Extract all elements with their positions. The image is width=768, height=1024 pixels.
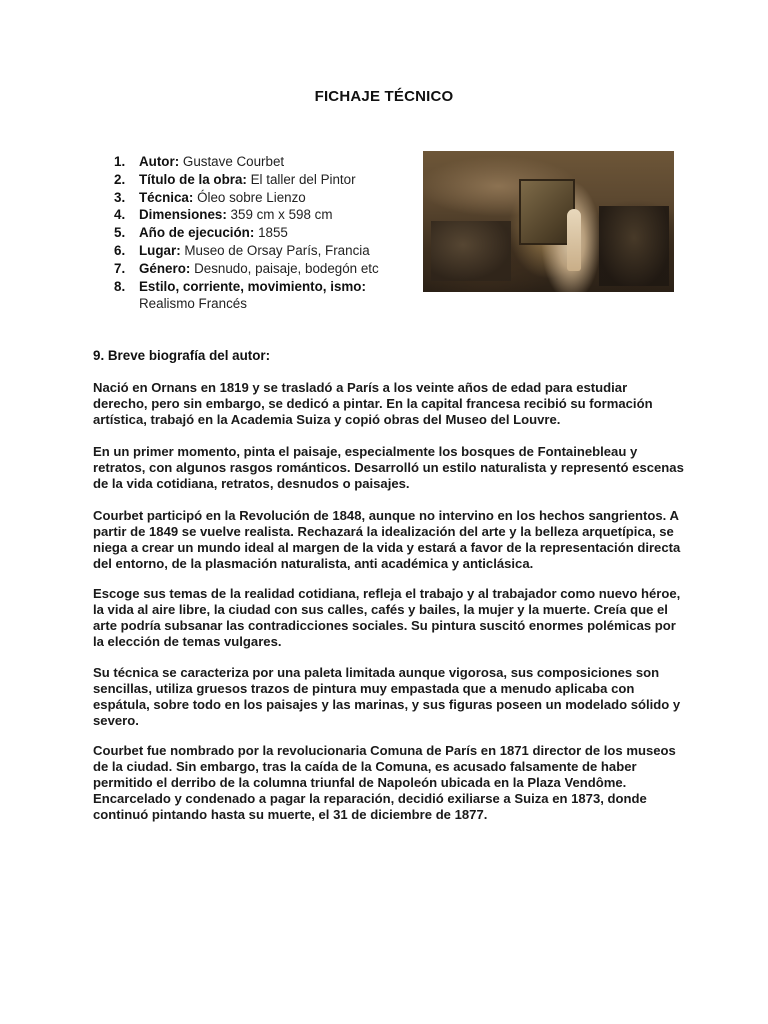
biography-paragraph-6 <box>93 743 683 823</box>
fact-item-technique <box>114 189 414 207</box>
paragraph-line: espátula, sobre todo en los paisajes y las marinas, y sus figuras poseen un modelado sólido y <box>93 696 681 712</box>
fact-number: 3. <box>114 189 126 205</box>
fact-value: Óleo sobre Lienzo <box>197 189 306 205</box>
paragraph-line: Courbet participó en la Revolución de 1848, aunque no intervino en los hechos sangrientos. A <box>93 508 679 523</box>
paragraph-line: retratos, con algunos rasgos románticos. Desarrolló un estilo naturalista y representó escenas <box>93 459 684 475</box>
paragraph-line: niega a crear un mundo ideal al margen de la vida y estará a favor de la representación directa <box>93 539 681 555</box>
fact-number: 1. <box>114 154 126 169</box>
paragraph-line: Encarcelado y condenado a pagar la reparación, decidió exiliarse a Suiza en 1873, donde <box>93 790 647 806</box>
biography-paragraph-2 <box>93 444 683 492</box>
painting-standing-figure <box>567 209 581 271</box>
fact-item-style <box>114 278 414 314</box>
fact-number: 7. <box>114 260 126 276</box>
fact-value: 1855 <box>258 225 288 241</box>
painting-crowd-right <box>599 206 669 286</box>
fact-label: Autor: <box>139 154 180 169</box>
paragraph-line: la elección de temas vulgares. <box>93 633 282 649</box>
technical-facts-list <box>114 153 414 313</box>
fact-label: Técnica: <box>139 189 194 205</box>
painting-crowd-left <box>431 221 511 281</box>
paragraph-line: arte podría subsanar las contradicciones sociales. Su pintura suscitó enormes polémicas por <box>93 617 676 633</box>
paragraph-line: Escoge sus temas de la realidad cotidiana, refleja el trabajo y al trabajador como nuevo héroe, <box>93 586 681 601</box>
fact-label: Título de la obra: <box>139 171 247 187</box>
paragraph-line: partir de 1849 se vuelve realista. Rechazará la idealización del arte y la belleza arquetípica, se <box>93 523 674 539</box>
fact-item-place <box>114 242 414 260</box>
paragraph-line: sencillas, utiliza gruesos trazos de pintura muy empastada que a menudo aplicaba con <box>93 680 635 696</box>
paragraph-line: continuó pintando hasta su muerte, el 31 de diciembre de 1877. <box>93 806 488 822</box>
fact-number: 6. <box>114 242 126 258</box>
fact-label: Año de ejecución: <box>139 225 255 241</box>
paragraph-line: severo. <box>93 712 139 728</box>
paragraph-line: permitido el derribo de la columna triunfal de Napoleón ubicada en la Plaza Vendôme. <box>93 774 627 790</box>
document-title: FICHAJE TÉCNICO <box>314 88 454 105</box>
biography-paragraph-1 <box>93 380 683 428</box>
fact-item-title <box>114 171 414 189</box>
paragraph-line: Courbet fue nombrado por la revolucionaria Comuna de París en 1871 director de los museos <box>93 743 676 758</box>
paragraph-line: En un primer momento, pinta el paisaje, especialmente los bosques de Fontainebleau y <box>93 444 638 459</box>
paragraph-line: Su técnica se caracteriza por una paleta limitada aunque vigorosa, sus composiciones son <box>93 665 660 680</box>
paragraph-line: Nació en Ornans en 1819 y se trasladó a París a los veinte años de edad para estudiar <box>93 380 628 395</box>
painting-image <box>423 151 674 292</box>
fact-label: Dimensiones: <box>139 207 227 223</box>
fact-number: 2. <box>114 171 126 187</box>
fact-value: Desnudo, paisaje, bodegón etc <box>194 260 379 276</box>
fact-value: Museo de Orsay París, Francia <box>184 242 370 258</box>
fact-number: 8. <box>114 278 126 294</box>
fact-value: Gustave Courbet <box>182 154 285 169</box>
fact-number: 4. <box>114 207 126 223</box>
fact-label: Género: <box>139 260 191 276</box>
fact-value: 359 cm x 598 cm <box>230 207 333 223</box>
fact-item-author <box>114 153 414 171</box>
fact-value: El taller del Pintor <box>250 171 356 187</box>
biography-paragraph-3 <box>93 508 683 572</box>
biography-paragraph-4 <box>93 586 683 650</box>
fact-label: Lugar: <box>139 242 181 258</box>
fact-item-year <box>114 224 414 242</box>
paragraph-line: la vida al aire libre, la ciudad con sus calles, cafés y bailes, la mujer y la muerte. Creía que el <box>93 601 668 617</box>
paragraph-line: de la ciudad. Sin embargo, tras la caída de la Comuna, es acusado falsamente de haber <box>93 758 637 774</box>
biography-paragraph-5 <box>93 665 683 729</box>
paragraph-line: del entorno, de la plasmación naturalista, anti académica y anticlásica. <box>93 555 534 571</box>
paragraph-line: derecho, pero sin embargo, se dedicó a pintar. En la capital francesa recibió su formación <box>93 395 653 411</box>
fact-label: Estilo, corriente, movimiento, ismo: <box>139 278 366 294</box>
fact-value: Realismo Francés <box>139 296 247 312</box>
biography-heading: 9. Breve biografía del autor: <box>93 348 271 363</box>
paragraph-line: artística, trabajó en la Academia Suiza y copió obras del Museo del Louvre. <box>93 411 561 427</box>
paragraph-line: de la vida cotidiana, retratos, desnudos o paisajes. <box>93 475 410 491</box>
fact-number: 5. <box>114 225 126 241</box>
fact-item-dimensions <box>114 206 414 224</box>
fact-item-genre <box>114 260 414 278</box>
